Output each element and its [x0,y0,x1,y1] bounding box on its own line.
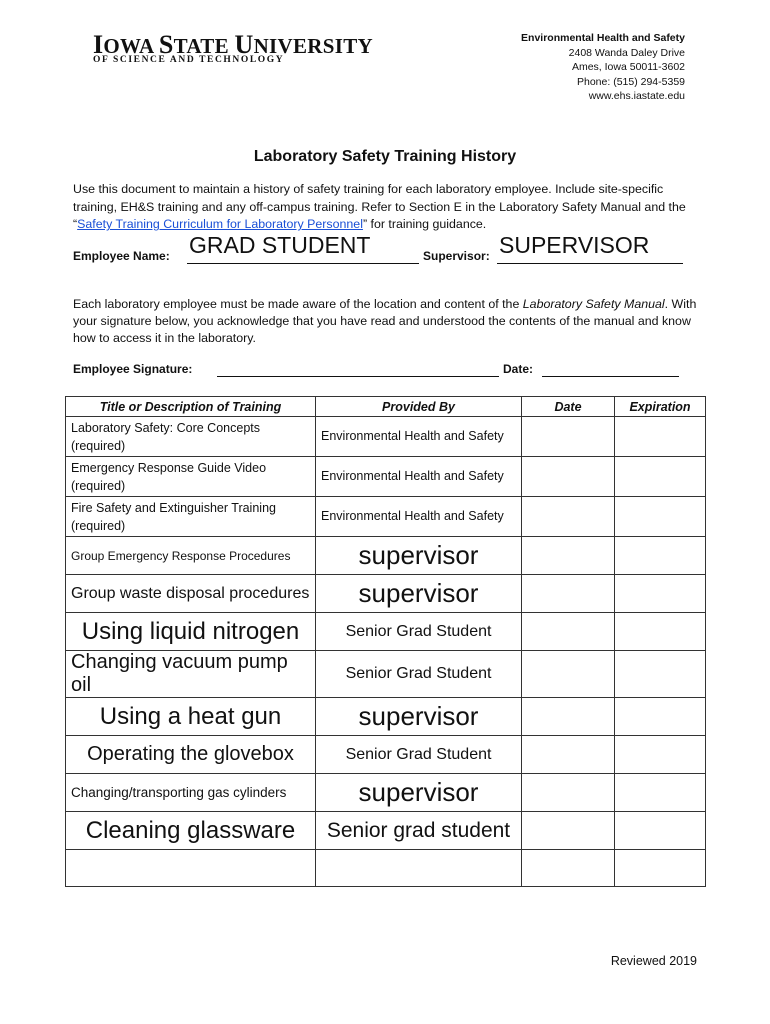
supervisor-underline [497,263,683,264]
training-date[interactable] [522,698,615,736]
training-date[interactable] [522,736,615,774]
city: Ames, Iowa 50011-3602 [571,61,685,74]
training-provider[interactable] [316,850,522,887]
table-row [66,537,706,575]
training-provider[interactable]: Senior Grad Student [316,736,522,774]
university-logo-subtitle: OF SCIENCE AND TECHNOLOGY [93,55,285,65]
training-provider[interactable]: Senior Grad Student [316,651,522,698]
website: www.ehs.iastate.edu [588,90,685,103]
training-title[interactable]: Changing vacuum pump oil [66,651,316,698]
column-header-date: Date [522,397,615,417]
training-expiration[interactable] [615,575,706,613]
page-title: Laboratory Safety Training History [253,148,517,165]
employee-name-underline [187,263,419,264]
training-expiration[interactable] [615,850,706,887]
training-title[interactable]: Using liquid nitrogen [66,613,316,651]
training-expiration[interactable] [615,457,706,497]
column-header-provider: Provided By [316,397,522,417]
training-expiration[interactable] [615,812,706,850]
training-expiration[interactable] [615,537,706,575]
training-title[interactable]: Fire Safety and Extinguisher Training (required) [66,497,316,537]
contact-block [521,31,685,104]
university-logo: IOWA STATE UNIVERSITY [93,30,373,59]
training-table [65,396,706,887]
date-label: Date: [503,362,534,376]
training-date[interactable] [522,850,615,887]
table-row [66,698,706,736]
reviewed-note: Reviewed 2019 [610,954,697,968]
column-header-expiration: Expiration [615,397,706,417]
training-title[interactable]: Operating the glovebox [66,736,316,774]
employee-name-field[interactable]: GRAD STUDENT [189,232,371,258]
phone: Phone: (515) 294-5359 [577,75,685,88]
table-row [66,457,706,497]
training-title[interactable]: Laboratory Safety: Core Concepts (required) [66,417,316,457]
training-date[interactable] [522,417,615,457]
training-date[interactable] [522,497,615,537]
training-title[interactable]: Changing/transporting gas cylinders [66,774,316,812]
training-date[interactable] [522,457,615,497]
training-provider[interactable]: supervisor [316,698,522,736]
employee-name-row [73,232,693,268]
acknowledgement-paragraph: Each laboratory employee must be made aware of the location and content of the Laboratory Safety Manual. With your signature below, you acknowledge that you have read and understood the contents of the manual and know how to access it in the laboratory. [73,297,697,345]
training-provider[interactable]: Environmental Health and Safety [316,497,522,537]
signature-label: Employee Signature: [73,362,193,376]
address: 2408 Wanda Daley Drive [568,46,685,59]
table-row [66,575,706,613]
training-provider[interactable]: supervisor [316,537,522,575]
table-row [66,774,706,812]
training-title[interactable]: Group waste disposal procedures [66,575,316,613]
training-title[interactable]: Using a heat gun [66,698,316,736]
table-row [66,613,706,651]
table-header-row [66,397,706,417]
intro-paragraph: Use this document to maintain a history of safety training for each laboratory employee. Include site-specific training, EH&S training and any off-campus training. Refer to Section E in the Laboratory Safety Manual and the “Safety Training Curriculum for Laboratory Personnel” for training guidance. [73,182,686,232]
table-row [66,736,706,774]
supervisor-label: Supervisor: [423,249,490,263]
training-provider[interactable]: Environmental Health and Safety [316,417,522,457]
training-date[interactable] [522,613,615,651]
training-date[interactable] [522,575,615,613]
table-row [66,417,706,457]
department-name: Environmental Health and Safety [521,32,685,44]
training-date[interactable] [522,812,615,850]
table-row [66,497,706,537]
training-date[interactable] [522,774,615,812]
training-provider[interactable]: Environmental Health and Safety [316,457,522,497]
table-row [66,850,706,887]
signature-field[interactable] [217,376,499,377]
training-provider[interactable]: Senior grad student [316,812,522,850]
training-title[interactable]: Emergency Response Guide Video (required) [66,457,316,497]
training-title[interactable] [66,850,316,887]
training-date[interactable] [522,537,615,575]
training-provider[interactable]: supervisor [316,575,522,613]
training-expiration[interactable] [615,651,706,698]
column-header-title: Title or Description of Training [66,397,316,417]
training-expiration[interactable] [615,417,706,457]
training-title[interactable]: Group Emergency Response Procedures [66,537,316,575]
curriculum-link[interactable]: Safety Training Curriculum for Laboratory Personnel [77,217,363,232]
training-title[interactable]: Cleaning glassware [66,812,316,850]
training-provider[interactable]: Senior Grad Student [316,613,522,651]
manual-title: Laboratory Safety Manual [522,297,665,311]
training-expiration[interactable] [615,613,706,651]
signature-row [73,362,693,382]
employee-name-label: Employee Name: [73,249,170,263]
date-field[interactable] [542,376,679,377]
training-expiration[interactable] [615,698,706,736]
training-expiration[interactable] [615,774,706,812]
training-expiration[interactable] [615,497,706,537]
training-expiration[interactable] [615,736,706,774]
training-provider[interactable]: supervisor [316,774,522,812]
supervisor-field[interactable]: SUPERVISOR [499,232,650,258]
table-row [66,651,706,698]
training-date[interactable] [522,651,615,698]
table-row [66,812,706,850]
